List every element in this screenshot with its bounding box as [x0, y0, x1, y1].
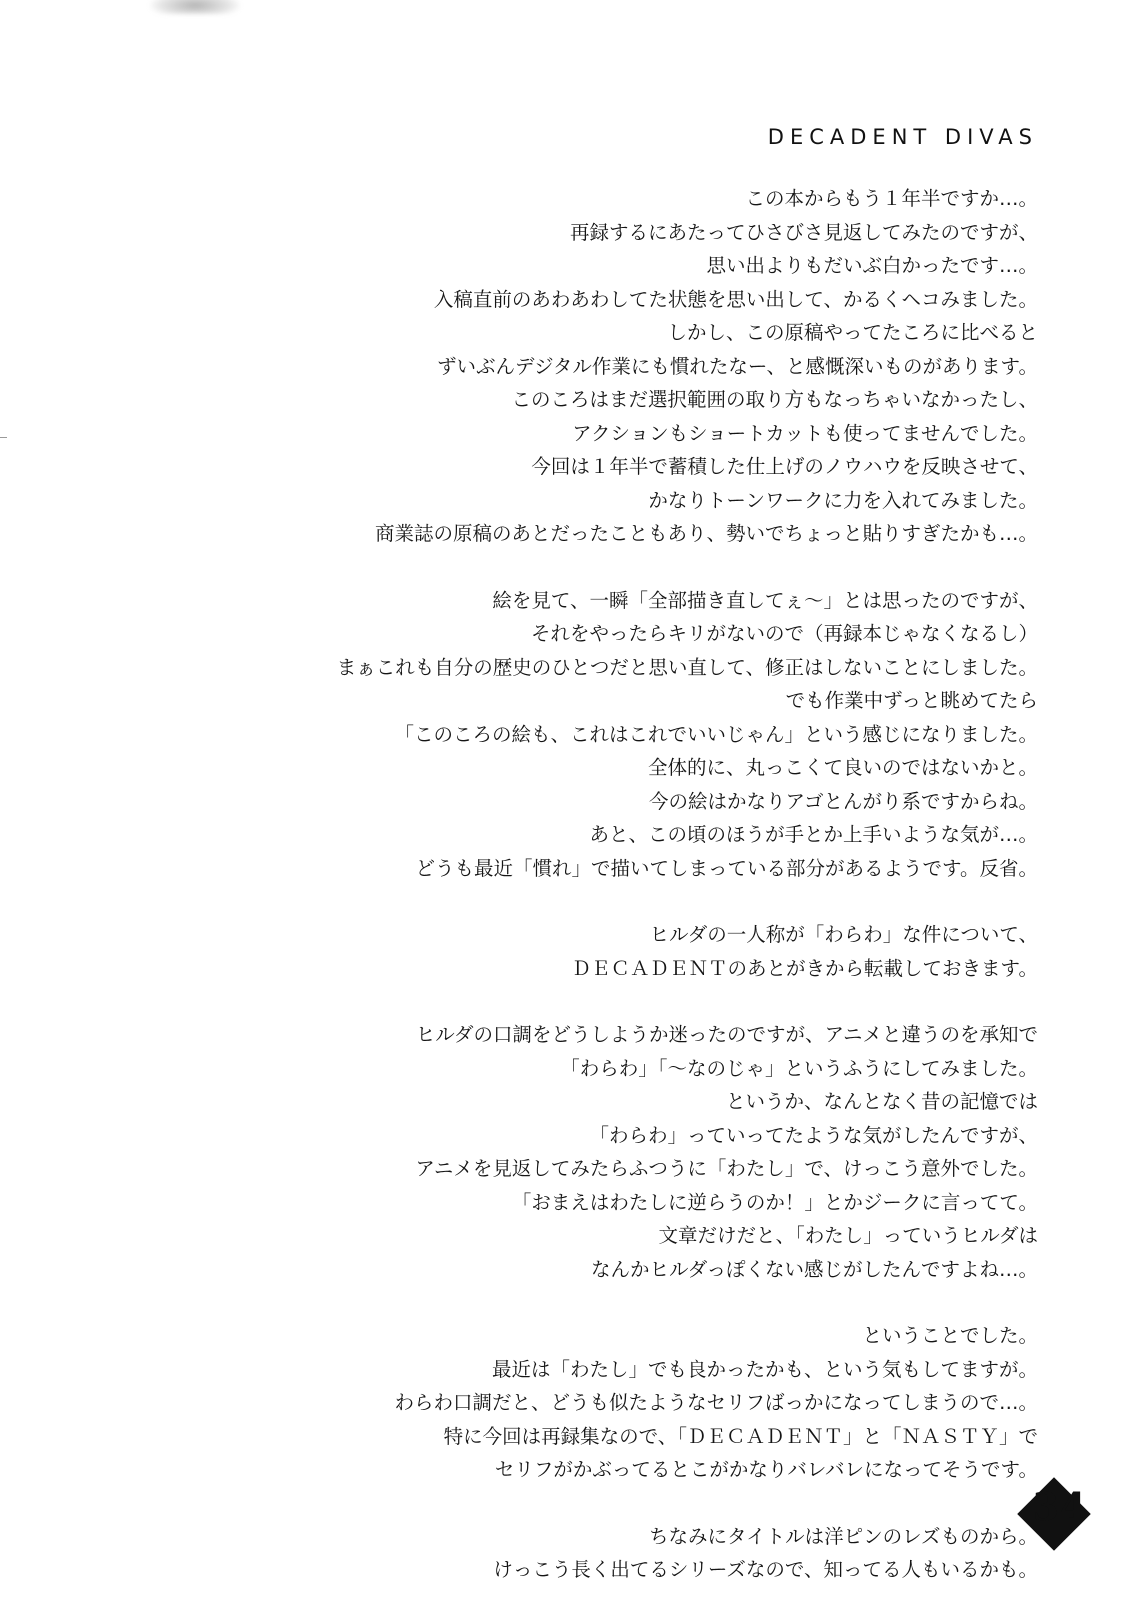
paragraph [300, 182, 1038, 551]
text-line: アニメを見返してみたらふつうに「わたし」で、けっこう意外でした。 [415, 1157, 1038, 1180]
text-line: しかし、この原稿やってたころに比べると [667, 321, 1038, 344]
text-line: 今の絵はかなりアゴとんがり系ですからね。 [648, 789, 1038, 813]
page-edge-mark [0, 437, 7, 438]
paragraph [300, 1018, 1038, 1286]
paragraph [300, 1520, 1038, 1587]
text-line: でも作業中ずっと眺めてたら [785, 689, 1038, 712]
text-line: 「おまえはわたしに逆らうのか！」とかジークに言ってて。 [511, 1190, 1038, 1214]
text-line: この本からもう１年半ですか…。 [745, 187, 1038, 210]
text-line: 「このころの絵も、これはこれでいいじゃん」という感じになりました。 [394, 722, 1038, 746]
text-line: 「わらわ」っていってたような気がしたんですが、 [589, 1123, 1038, 1147]
text-line: それをやったらキリがないので（再録本じゃなくなるし） [530, 622, 1038, 645]
text-line: けっこう長く出てるシリーズなので、知ってる人もいるかも。 [493, 1558, 1038, 1581]
text-line: ヒルダの一人称が「わらわ」な件について、 [649, 923, 1038, 946]
paragraph [300, 584, 1038, 886]
text-line: 思い出よりもだいぶ白かったです…。 [706, 254, 1038, 277]
text-line: 今回は１年半で蓄積した仕上げのノウハウを反映させて、 [531, 455, 1038, 478]
text-line: 最近は「わたし」でも良かったかも、という気もしてますが。 [491, 1357, 1038, 1381]
text-line: 「わらわ」「〜なのじゃ」というふうにしてみました。 [560, 1056, 1038, 1080]
text-line: なんかヒルダっぽくない感じがしたんですよね…。 [591, 1257, 1038, 1281]
page-title: DECADENT DIVAS [767, 125, 1038, 149]
text-line: ちなみにタイトルは洋ピンのレズものから。 [648, 1524, 1038, 1548]
text-line: 特に今回は再録集なので、「ＤＥＣＡＤＥＮＴ」と「ＮＡＳＴＹ」で [443, 1424, 1038, 1448]
page-number: 34 [1032, 1484, 1088, 1529]
text-line: 全体的に、丸っこくて良いのではないかと。 [647, 756, 1038, 779]
text-line: ＤＥＣＡＤＥＮＴのあとがきから転載しておきます。 [571, 956, 1038, 980]
text-line: ということでした。 [862, 1324, 1038, 1347]
afterword-body [300, 182, 1038, 1587]
text-line: まぁこれも自分の歴史のひとつだと思い直して、修正はしないことにしました。 [336, 655, 1038, 679]
paragraph [300, 1319, 1038, 1487]
ink-smudge [150, 0, 240, 14]
text-line: 再録するにあたってひさびさ見返してみたのですが、 [569, 220, 1038, 244]
text-line: わらわ口調だと、どうも似たようなセリフばっかになってしまうので…。 [394, 1391, 1038, 1414]
text-line: 商業誌の原稿のあとだったこともあり、勢いでちょっと貼りすぎたかも…。 [374, 522, 1038, 545]
paragraph [300, 918, 1038, 985]
text-line: ヒルダの口調をどうしようか迷ったのですが、アニメと違うのを承知で [415, 1023, 1038, 1046]
text-line: かなりトーンワークに力を入れてみました。 [648, 488, 1038, 512]
text-line: あと、この頃のほうが手とか上手いような気が…。 [589, 823, 1038, 846]
text-line: 文章だけだと、「わたし」っていうヒルダは [658, 1224, 1038, 1247]
text-line: セリフがかぶってるとこがかなりバレバレになってそうです。 [494, 1458, 1038, 1481]
text-line: アクションもショートカットも使ってませんでした。 [572, 421, 1038, 445]
text-line: というか、なんとなく昔の記憶では [725, 1090, 1038, 1113]
text-line: 入稿直前のあわあわしてた状態を思い出して、かるくヘコみました。 [433, 287, 1038, 311]
text-line: ずいぶんデジタル作業にも慣れたなー、と感慨深いものがあります。 [437, 354, 1038, 378]
text-line: このころはまだ選択範囲の取り方もなっちゃいなかったし、 [511, 388, 1038, 411]
text-line: どうも最近「慣れ」で描いてしまっている部分があるようです。反省。 [415, 856, 1038, 880]
page-number-badge [1022, 1482, 1098, 1558]
text-line: 絵を見て、一瞬「全部描き直してぇ〜」とは思ったのですが、 [492, 588, 1038, 612]
